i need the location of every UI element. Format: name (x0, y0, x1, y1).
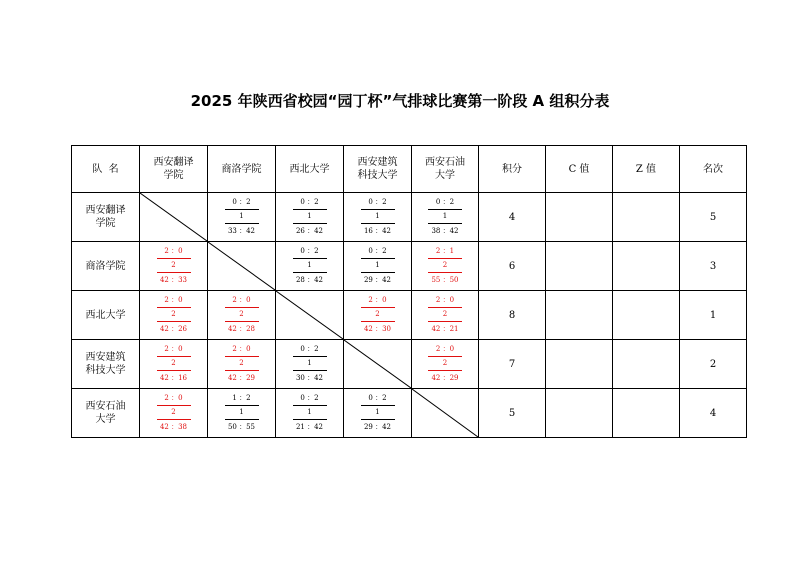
match-result-cell (344, 242, 412, 291)
team-name-cell: 西安石油 大学 (72, 389, 140, 438)
match-result-cell (276, 340, 344, 389)
match-result-cell (344, 193, 412, 242)
match-points: 2 (157, 405, 191, 417)
set-score: 0 ：2 (368, 393, 387, 402)
ball-score: 42 ：16 (157, 370, 191, 383)
match-result-cell (344, 389, 412, 438)
match-result-cell (412, 340, 479, 389)
team-column-header: 西北大学 (276, 146, 344, 193)
diagonal-line (412, 389, 478, 437)
ball-score: 30 ：42 (293, 370, 327, 383)
c-value-cell (546, 340, 613, 389)
rank-cell: 4 (680, 389, 747, 438)
set-score: 2 ：1 (435, 246, 455, 255)
team-rows (72, 193, 747, 438)
z-value-cell (613, 242, 680, 291)
z-value-cell (613, 193, 680, 242)
rank-header: 名次 (680, 146, 747, 193)
match-result-cell (208, 389, 276, 438)
match-points: 2 (157, 356, 191, 368)
set-score: 0 ：2 (300, 246, 319, 255)
set-score: 0 ：2 (300, 344, 319, 353)
team-column-header: 商洛学院 (208, 146, 276, 193)
z-value-cell (613, 291, 680, 340)
ball-score: 42 ：26 (157, 321, 191, 334)
set-score: 2 ：0 (232, 295, 251, 304)
set-score: 2 ：0 (164, 295, 183, 304)
match-result-cell (140, 340, 208, 389)
match-score (428, 247, 462, 285)
match-points: 2 (428, 258, 462, 270)
match-points: 2 (361, 307, 395, 319)
z-value-header: Z 值 (613, 146, 680, 193)
standings-table (71, 145, 747, 438)
set-score: 2 ：0 (164, 246, 183, 255)
points-cell: 8 (479, 291, 546, 340)
set-score: 0 ：2 (232, 197, 251, 206)
match-score (225, 394, 259, 432)
match-score (428, 198, 462, 236)
ball-score: 42 ：38 (157, 419, 191, 432)
ball-score: 29 ：42 (361, 272, 395, 285)
diagonal-cell (276, 291, 344, 340)
ball-score: 38 ：42 (428, 223, 462, 236)
match-points: 1 (225, 209, 259, 221)
set-score: 0 ：2 (368, 246, 387, 255)
ball-score: 21 ：42 (293, 419, 327, 432)
set-score: 2 ：0 (164, 344, 183, 353)
match-result-cell (276, 242, 344, 291)
ball-score: 16 ：42 (361, 223, 395, 236)
match-points: 2 (428, 356, 462, 368)
match-points: 1 (225, 405, 259, 417)
match-result-cell (140, 291, 208, 340)
rank-cell: 1 (680, 291, 747, 340)
set-score: 0 ：2 (300, 393, 319, 402)
z-value-cell (613, 389, 680, 438)
set-score: 2 ：0 (368, 295, 387, 304)
match-result-cell (412, 193, 479, 242)
header-row (72, 146, 747, 193)
ball-score: 28 ：42 (293, 272, 327, 285)
z-value-cell (613, 340, 680, 389)
ball-score: 29 ：42 (361, 419, 395, 432)
match-score (428, 296, 462, 334)
rank-cell: 3 (680, 242, 747, 291)
team-column-header: 西安石油 大学 (412, 146, 479, 193)
match-result-cell (276, 193, 344, 242)
match-points: 1 (293, 356, 327, 368)
match-points: 2 (225, 356, 259, 368)
team-column-header: 西安建筑 科技大学 (344, 146, 412, 193)
team-name-cell: 西北大学 (72, 291, 140, 340)
match-points: 2 (157, 307, 191, 319)
match-score (225, 345, 259, 383)
diagonal-cell (412, 389, 479, 438)
match-points: 2 (428, 307, 462, 319)
set-score: 2 ：0 (435, 344, 455, 353)
match-points: 1 (293, 258, 327, 270)
set-score: 0 ：2 (435, 197, 455, 206)
diagonal-line (344, 340, 411, 388)
points-header: 积分 (479, 146, 546, 193)
ball-score: 26 ：42 (293, 223, 327, 236)
rank-cell: 5 (680, 193, 747, 242)
match-score (157, 296, 191, 334)
c-value-cell (546, 193, 613, 242)
match-result-cell (276, 389, 344, 438)
ball-score: 42 ：21 (428, 321, 462, 334)
match-score (157, 345, 191, 383)
match-result-cell (412, 242, 479, 291)
rank-cell: 2 (680, 340, 747, 389)
match-score (293, 394, 327, 432)
points-cell: 5 (479, 389, 546, 438)
c-value-header: C 值 (546, 146, 613, 193)
match-score (361, 198, 395, 236)
match-score (293, 345, 327, 383)
ball-score: 55 ：50 (428, 272, 462, 285)
set-score: 2 ：0 (232, 344, 251, 353)
match-score (157, 247, 191, 285)
ball-score: 42 ：30 (361, 321, 395, 334)
diagonal-line (140, 193, 207, 241)
match-result-cell (208, 340, 276, 389)
diagonal-line (276, 291, 343, 339)
team-column-header: 西安翻译 学院 (140, 146, 208, 193)
table-row (72, 291, 747, 340)
table-row (72, 389, 747, 438)
c-value-cell (546, 389, 613, 438)
match-points: 1 (361, 405, 395, 417)
match-result-cell (208, 291, 276, 340)
match-result-cell (140, 242, 208, 291)
match-points: 1 (293, 209, 327, 221)
points-cell: 6 (479, 242, 546, 291)
team-name-cell: 商洛学院 (72, 242, 140, 291)
c-value-cell (546, 291, 613, 340)
match-score (225, 296, 259, 334)
set-score: 0 ：2 (368, 197, 387, 206)
match-result-cell (412, 291, 479, 340)
match-points: 2 (157, 258, 191, 270)
ball-score: 42 ：29 (428, 370, 462, 383)
match-result-cell (208, 193, 276, 242)
diagonal-cell (344, 340, 412, 389)
ball-score: 33 ：42 (225, 223, 259, 236)
ball-score: 42 ：33 (157, 272, 191, 285)
match-points: 2 (225, 307, 259, 319)
match-score (225, 198, 259, 236)
ball-score: 50 ：55 (225, 419, 259, 432)
table-row (72, 242, 747, 291)
points-cell: 4 (479, 193, 546, 242)
points-cell: 7 (479, 340, 546, 389)
set-score: 2 ：0 (164, 393, 183, 402)
match-result-cell (344, 291, 412, 340)
c-value-cell (546, 242, 613, 291)
match-score (293, 198, 327, 236)
match-points: 1 (293, 405, 327, 417)
set-score: 2 ：0 (435, 295, 455, 304)
match-score (428, 345, 462, 383)
match-score (361, 247, 395, 285)
ball-score: 42 ：29 (225, 370, 259, 383)
ball-score: 42 ：28 (225, 321, 259, 334)
set-score: 0 ：2 (300, 197, 319, 206)
match-points: 1 (361, 209, 395, 221)
team-name-cell: 西安翻译 学院 (72, 193, 140, 242)
match-score (361, 296, 395, 334)
diagonal-line (208, 242, 275, 290)
match-points: 1 (361, 258, 395, 270)
table-row (72, 340, 747, 389)
match-points: 1 (428, 209, 462, 221)
match-score (157, 394, 191, 432)
page-title: 2025 年陕西省校园“园丁杯”气排球比赛第一阶段 A 组积分表 (190, 92, 610, 110)
match-result-cell (140, 389, 208, 438)
team-name-cell: 西安建筑 科技大学 (72, 340, 140, 389)
team-header: 队 名 (72, 146, 140, 193)
match-score (361, 394, 395, 432)
table-row (72, 193, 747, 242)
match-score (293, 247, 327, 285)
set-score: 1 ：2 (232, 393, 251, 402)
diagonal-cell (140, 193, 208, 242)
diagonal-cell (208, 242, 276, 291)
